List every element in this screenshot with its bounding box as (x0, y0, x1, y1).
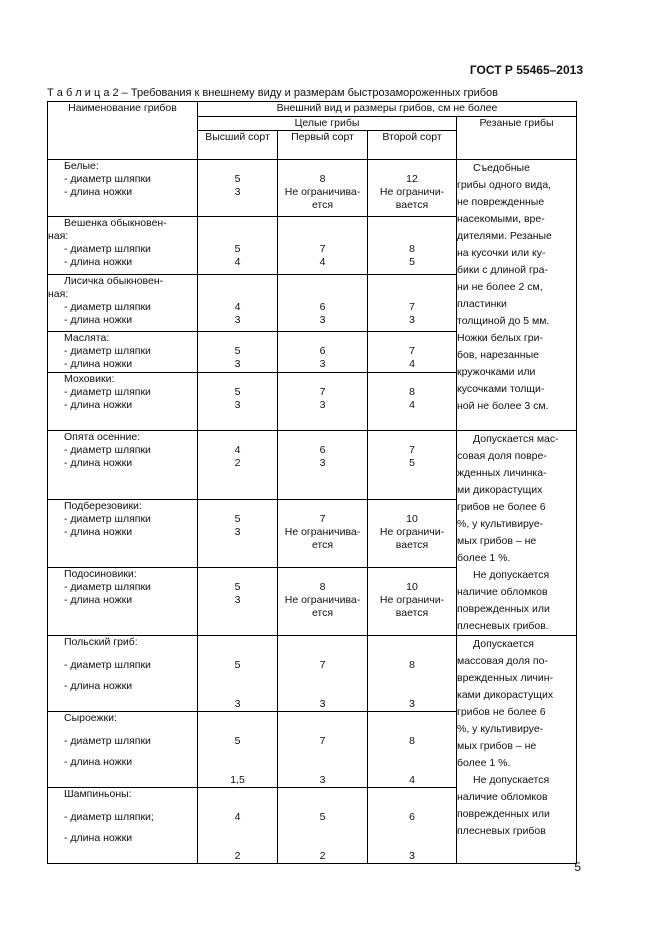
mushroom-name-cell (48, 160, 198, 217)
stem-value: 2 (234, 850, 241, 862)
requirement-line: грибов не более 6 (457, 501, 546, 513)
param-cap-diameter: - диаметр шляпки (64, 659, 151, 671)
requirement-line: наличие обломков (457, 791, 548, 803)
table-row (48, 636, 577, 712)
stem-value: 4 (319, 256, 326, 268)
stem-value: 4 (409, 774, 415, 786)
value-cell (198, 275, 278, 332)
stem-value: 3 (319, 399, 326, 411)
stem-value: 3 (234, 526, 241, 539)
value-cell (368, 500, 457, 568)
cap-value: 7 (409, 345, 415, 357)
cap-value: 6 (319, 301, 326, 313)
cap-value: 4 (234, 444, 241, 456)
stem-value: Не ограничива- (284, 594, 361, 607)
page-number: 5 (574, 860, 581, 874)
param-stem-length: - длина ножки (64, 594, 133, 607)
cap-value: 10 (406, 581, 418, 594)
cap-value: 12 (406, 173, 418, 185)
value-cell (198, 568, 278, 636)
stem-value: ется (311, 199, 334, 211)
requirement-line: %, у культивируе- (457, 723, 544, 735)
value-cell (368, 431, 457, 500)
stem-value: 3 (234, 186, 241, 198)
requirement-line: Допускается (473, 638, 534, 650)
param-cap-diameter: - диаметр шляпки; (64, 811, 154, 823)
requirement-line: наличие обломков (457, 586, 548, 598)
requirement-line: мых грибов – не (457, 535, 537, 547)
requirement-line: толщиной до 5 мм. (457, 315, 550, 327)
mushroom-name-cell (48, 568, 198, 636)
requirement-line: поврежденных или (457, 603, 550, 615)
value-cell (198, 788, 278, 864)
stem-value: 3 (234, 698, 241, 710)
value-cell (278, 788, 368, 864)
param-stem-length: - длина ножки (64, 314, 133, 326)
requirement-line: совая доля повре- (457, 450, 547, 462)
requirement-line: %, у культивируе- (457, 518, 544, 530)
cap-value: 5 (319, 811, 326, 823)
requirement-line: грибов не более 6 (457, 706, 546, 718)
value-cell (278, 500, 368, 568)
stem-value: 3 (319, 358, 326, 370)
value-cell (368, 217, 457, 275)
stem-value: 2 (319, 850, 326, 862)
col-header-name: Наименование грибов (48, 102, 198, 160)
cap-value: 8 (319, 581, 326, 594)
requirement-line: более 1 %. (457, 757, 511, 769)
param-cap-diameter: - диаметр шляпки (64, 444, 151, 456)
cap-value: 8 (319, 173, 326, 185)
value-cell (198, 160, 278, 217)
requirement-line: грибы одного вида, (457, 179, 552, 191)
requirement-line: насекомыми, вре- (457, 213, 545, 225)
value-cell (278, 431, 368, 500)
table-row (48, 160, 577, 217)
cap-value: 5 (234, 581, 241, 594)
cap-value: 7 (409, 444, 415, 456)
value-cell (278, 712, 368, 788)
requirement-line: ми дикорастущих (457, 484, 543, 496)
col-header-appearance: Внешний вид и размеры грибов, см не более (198, 102, 577, 117)
param-cap-diameter: - диаметр шляпки (64, 173, 151, 185)
document-code: ГОСТ Р 55465–2013 (469, 63, 583, 77)
cap-value: 8 (409, 735, 415, 747)
value-cell (368, 373, 457, 431)
stem-value: 2 (234, 457, 241, 469)
value-cell (278, 275, 368, 332)
value-cell (198, 332, 278, 373)
mushroom-name: Шампиньоны: (64, 788, 132, 800)
cap-value: 4 (234, 811, 241, 823)
mushroom-name-cell (48, 788, 198, 864)
cap-value: 6 (319, 444, 326, 456)
mushroom-name-cell (48, 217, 198, 275)
cap-value: 7 (319, 659, 326, 671)
mushroom-name: Белые: (64, 160, 99, 172)
mushroom-name-cell (48, 431, 198, 500)
requirement-line: Съедобные (473, 162, 530, 174)
value-cell (368, 712, 457, 788)
value-cell (278, 568, 368, 636)
stem-value: 3 (319, 698, 326, 710)
value-cell (368, 332, 457, 373)
param-stem-length: - длина ножки (64, 399, 133, 411)
requirement-line: массовая доля по- (457, 655, 548, 667)
cut-mushroom-requirements (457, 431, 577, 636)
requirement-line: бики с длиной гра- (457, 264, 548, 276)
stem-value: Не ограничива- (284, 526, 361, 539)
cap-value: 10 (406, 513, 418, 526)
cap-value: 6 (409, 811, 415, 823)
cap-value: 8 (409, 659, 415, 671)
value-cell (198, 500, 278, 568)
requirement-line: пластинки (457, 298, 507, 310)
value-cell (368, 275, 457, 332)
requirement-line: более 1 %. (457, 552, 511, 564)
cap-value: 5 (234, 659, 241, 671)
mushroom-name: Моховики: (64, 373, 115, 385)
cap-value: 7 (319, 735, 326, 747)
requirement-line: ной не более 3 см. (457, 400, 549, 412)
param-cap-diameter: - диаметр шляпки (64, 581, 151, 594)
mushroom-name: Маслята: (64, 332, 110, 344)
cap-value: 5 (234, 243, 241, 255)
stem-value: 1,5 (230, 774, 245, 786)
table-row (48, 431, 577, 500)
mushroom-name: ная: (48, 230, 69, 242)
cap-value: 6 (319, 345, 326, 357)
param-cap-diameter: - диаметр шляпки (64, 345, 151, 357)
requirement-line: мых грибов – не (457, 740, 537, 752)
requirement-line: на кусочки или ку- (457, 247, 546, 259)
requirement-line: кусочками толщи- (457, 383, 545, 395)
col-header-second-grade: Второй сорт (368, 131, 457, 160)
value-cell (368, 568, 457, 636)
requirement-line: врежденных личин- (457, 672, 554, 684)
value-cell (198, 636, 278, 712)
requirement-line: поврежденных или (457, 808, 550, 820)
param-stem-length: - длина ножки (64, 186, 133, 198)
param-stem-length: - длина ножки (64, 256, 133, 268)
col-header-cut: Резаные грибы (457, 117, 577, 160)
requirement-line: бов, нарезанные (457, 349, 539, 361)
value-cell (278, 217, 368, 275)
mushroom-name-cell (48, 332, 198, 373)
stem-value: 3 (409, 698, 415, 710)
requirement-line: кружочками или (457, 366, 536, 378)
requirement-line: Не допускается (473, 569, 550, 581)
cap-value: 5 (234, 345, 241, 357)
param-stem-length: - длина ножки (64, 358, 133, 370)
cap-value: 7 (409, 301, 415, 313)
stem-value: 3 (409, 850, 415, 862)
param-cap-diameter: - диаметр шляпки (64, 513, 151, 526)
value-cell (198, 373, 278, 431)
stem-value: 3 (234, 314, 241, 326)
param-cap-diameter: - диаметр шляпки (64, 735, 151, 747)
stem-value: вается (395, 607, 429, 620)
param-stem-length: - длина ножки (64, 756, 133, 768)
requirement-line: плесневых грибов (457, 825, 546, 837)
cut-mushroom-requirements (457, 636, 577, 864)
stem-value: ется (311, 607, 334, 620)
mushroom-name: Опята осенние: (64, 431, 141, 443)
stem-value: Не ограничива- (284, 186, 361, 198)
requirements-table (47, 101, 577, 864)
value-cell (368, 160, 457, 217)
stem-value: ется (311, 539, 334, 552)
mushroom-name: Польский гриб: (64, 636, 138, 648)
requirement-line: не поврежденные (457, 196, 545, 208)
stem-value: 5 (409, 256, 415, 268)
stem-value: Не ограничи- (379, 526, 445, 539)
param-cap-diameter: - диаметр шляпки (64, 386, 151, 398)
param-stem-length: - длина ножки (64, 457, 133, 469)
cap-value: 8 (409, 243, 415, 255)
cap-value: 7 (319, 513, 326, 526)
mushroom-name: ная: (48, 288, 69, 300)
value-cell (198, 217, 278, 275)
stem-value: 4 (409, 358, 415, 370)
cap-value: 5 (234, 173, 241, 185)
value-cell (368, 788, 457, 864)
stem-value: 3 (234, 358, 241, 370)
table-caption: Т а б л и ц а 2 – Требования к внешнему виду и размерам быстрозамороженных грибов (47, 87, 499, 99)
requirement-line: дителями. Резаные (457, 230, 552, 242)
requirement-line: Допускается мас- (473, 433, 559, 445)
mushroom-name-cell (48, 500, 198, 568)
stem-value: 3 (319, 774, 326, 786)
param-stem-length: - длина ножки (64, 680, 133, 692)
stem-value: 3 (409, 314, 415, 326)
mushroom-name: Сыроежки: (64, 712, 117, 724)
cap-value: 5 (234, 386, 241, 398)
param-cap-diameter: - диаметр шляпки (64, 243, 151, 255)
value-cell (198, 712, 278, 788)
cap-value: 5 (234, 735, 241, 747)
mushroom-name-cell (48, 712, 198, 788)
param-stem-length: - длина ножки (64, 832, 133, 844)
mushroom-name-cell (48, 275, 198, 332)
cut-mushroom-requirements (457, 160, 577, 431)
value-cell (278, 636, 368, 712)
param-stem-length: - длина ножки (64, 526, 133, 539)
stem-value: Не ограничи- (379, 186, 445, 198)
requirement-line: плесневых грибов. (457, 620, 549, 632)
stem-value: 3 (319, 314, 326, 326)
col-header-top-grade: Высший сорт (198, 131, 278, 160)
mushroom-name: Лисичка обыкновен- (64, 275, 164, 287)
stem-value: 3 (319, 457, 326, 469)
mushroom-name-cell (48, 636, 198, 712)
value-cell (198, 431, 278, 500)
mushroom-name: Подосиновики: (64, 568, 137, 581)
cap-value: 5 (234, 513, 241, 526)
value-cell (278, 160, 368, 217)
stem-value: 3 (234, 399, 241, 411)
col-header-whole: Целые грибы (198, 117, 457, 131)
cap-value: 8 (409, 386, 415, 398)
stem-value: 5 (409, 457, 415, 469)
stem-value: вается (395, 539, 429, 552)
cap-value: 7 (319, 386, 326, 398)
value-cell (278, 332, 368, 373)
mushroom-name: Вешенка обыкновен- (64, 217, 167, 229)
stem-value: 3 (234, 594, 241, 607)
requirement-line: жденных личинка- (457, 467, 547, 479)
stem-value: 4 (234, 256, 241, 268)
requirement-line: ками дикорастущих (457, 689, 554, 701)
param-cap-diameter: - диаметр шляпки (64, 301, 151, 313)
mushroom-name-cell (48, 373, 198, 431)
cap-value: 7 (319, 243, 326, 255)
cap-value: 4 (234, 301, 241, 313)
requirement-line: ни не более 2 см, (457, 281, 543, 293)
requirement-line: Не допускается (473, 774, 550, 786)
col-header-first-grade: Первый сорт (278, 131, 368, 160)
mushroom-name: Подберезовики: (64, 500, 142, 513)
stem-value: 4 (409, 399, 415, 411)
value-cell (278, 373, 368, 431)
stem-value: вается (395, 199, 429, 211)
value-cell (368, 636, 457, 712)
requirement-line: Ножки белых гри- (457, 332, 543, 344)
stem-value: Не ограничи- (379, 594, 445, 607)
